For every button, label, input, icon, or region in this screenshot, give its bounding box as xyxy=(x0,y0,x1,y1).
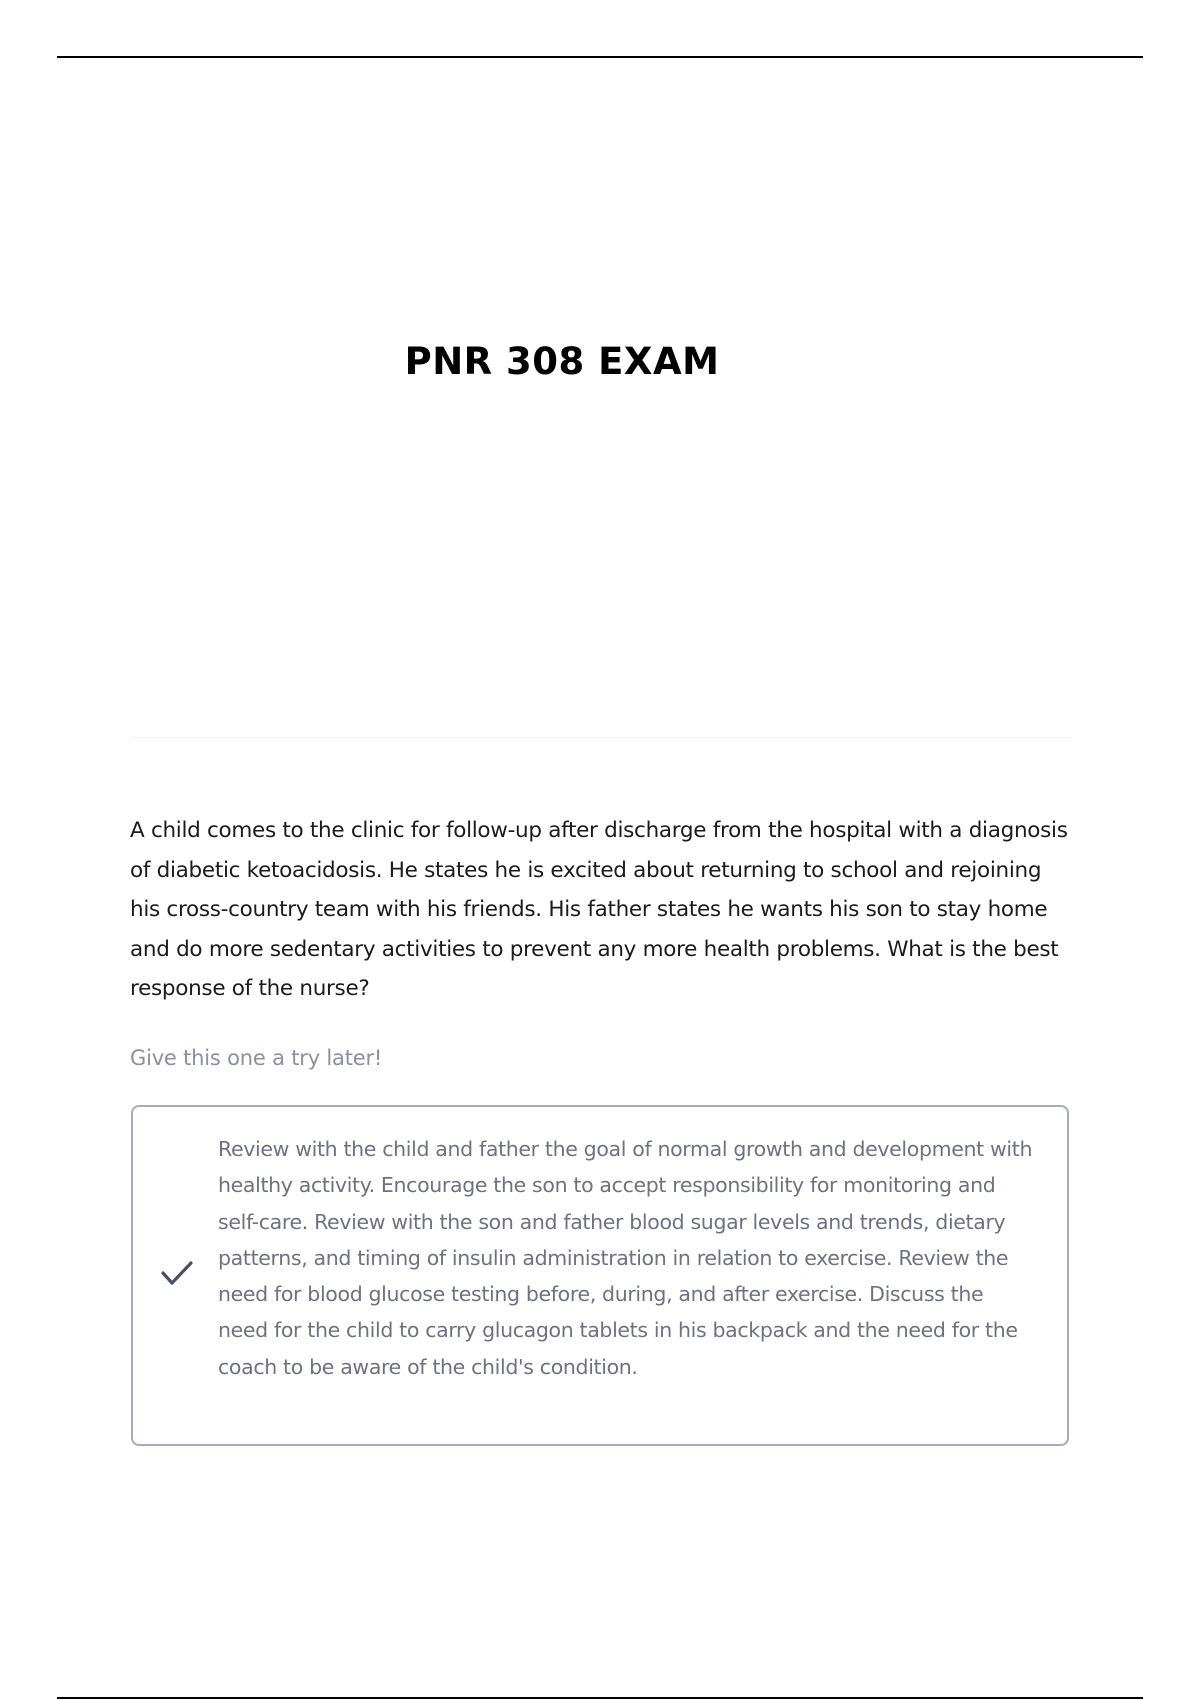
section-divider xyxy=(130,737,1071,738)
try-later-hint[interactable]: Give this one a try later! xyxy=(130,1046,383,1070)
bottom-rule xyxy=(57,1697,1143,1699)
answer-text: Review with the child and father the goal of normal growth and development with healthy activity. Encourage the son to accept responsibility for monitoring and self-care. Review with the son and father blood sugar levels and trends, dietary patterns, and timing of insulin administration in relation to exercise. Review the need for blood glucose testing before, during, and after exercise. Discuss the need for the child to carry glucagon tablets in his backpack and the need for the coach to be aware of the child's condition. xyxy=(218,1137,1033,1379)
page-title: PNR 308 EXAM xyxy=(404,340,720,383)
top-rule xyxy=(57,56,1143,58)
answer-card[interactable] xyxy=(131,1105,1069,1446)
checkmark-icon xyxy=(160,1259,194,1287)
question-text: A child comes to the clinic for follow-up after discharge from the hospital with a diagnosis of diabetic ketoacidosis. He states he is excited about returning to school and rejoining his cross-country team with his friends. His father states he wants his son to stay home and do more sedentary activities to prevent any more health problems. What is the best response of the nurse? xyxy=(130,818,1068,1001)
